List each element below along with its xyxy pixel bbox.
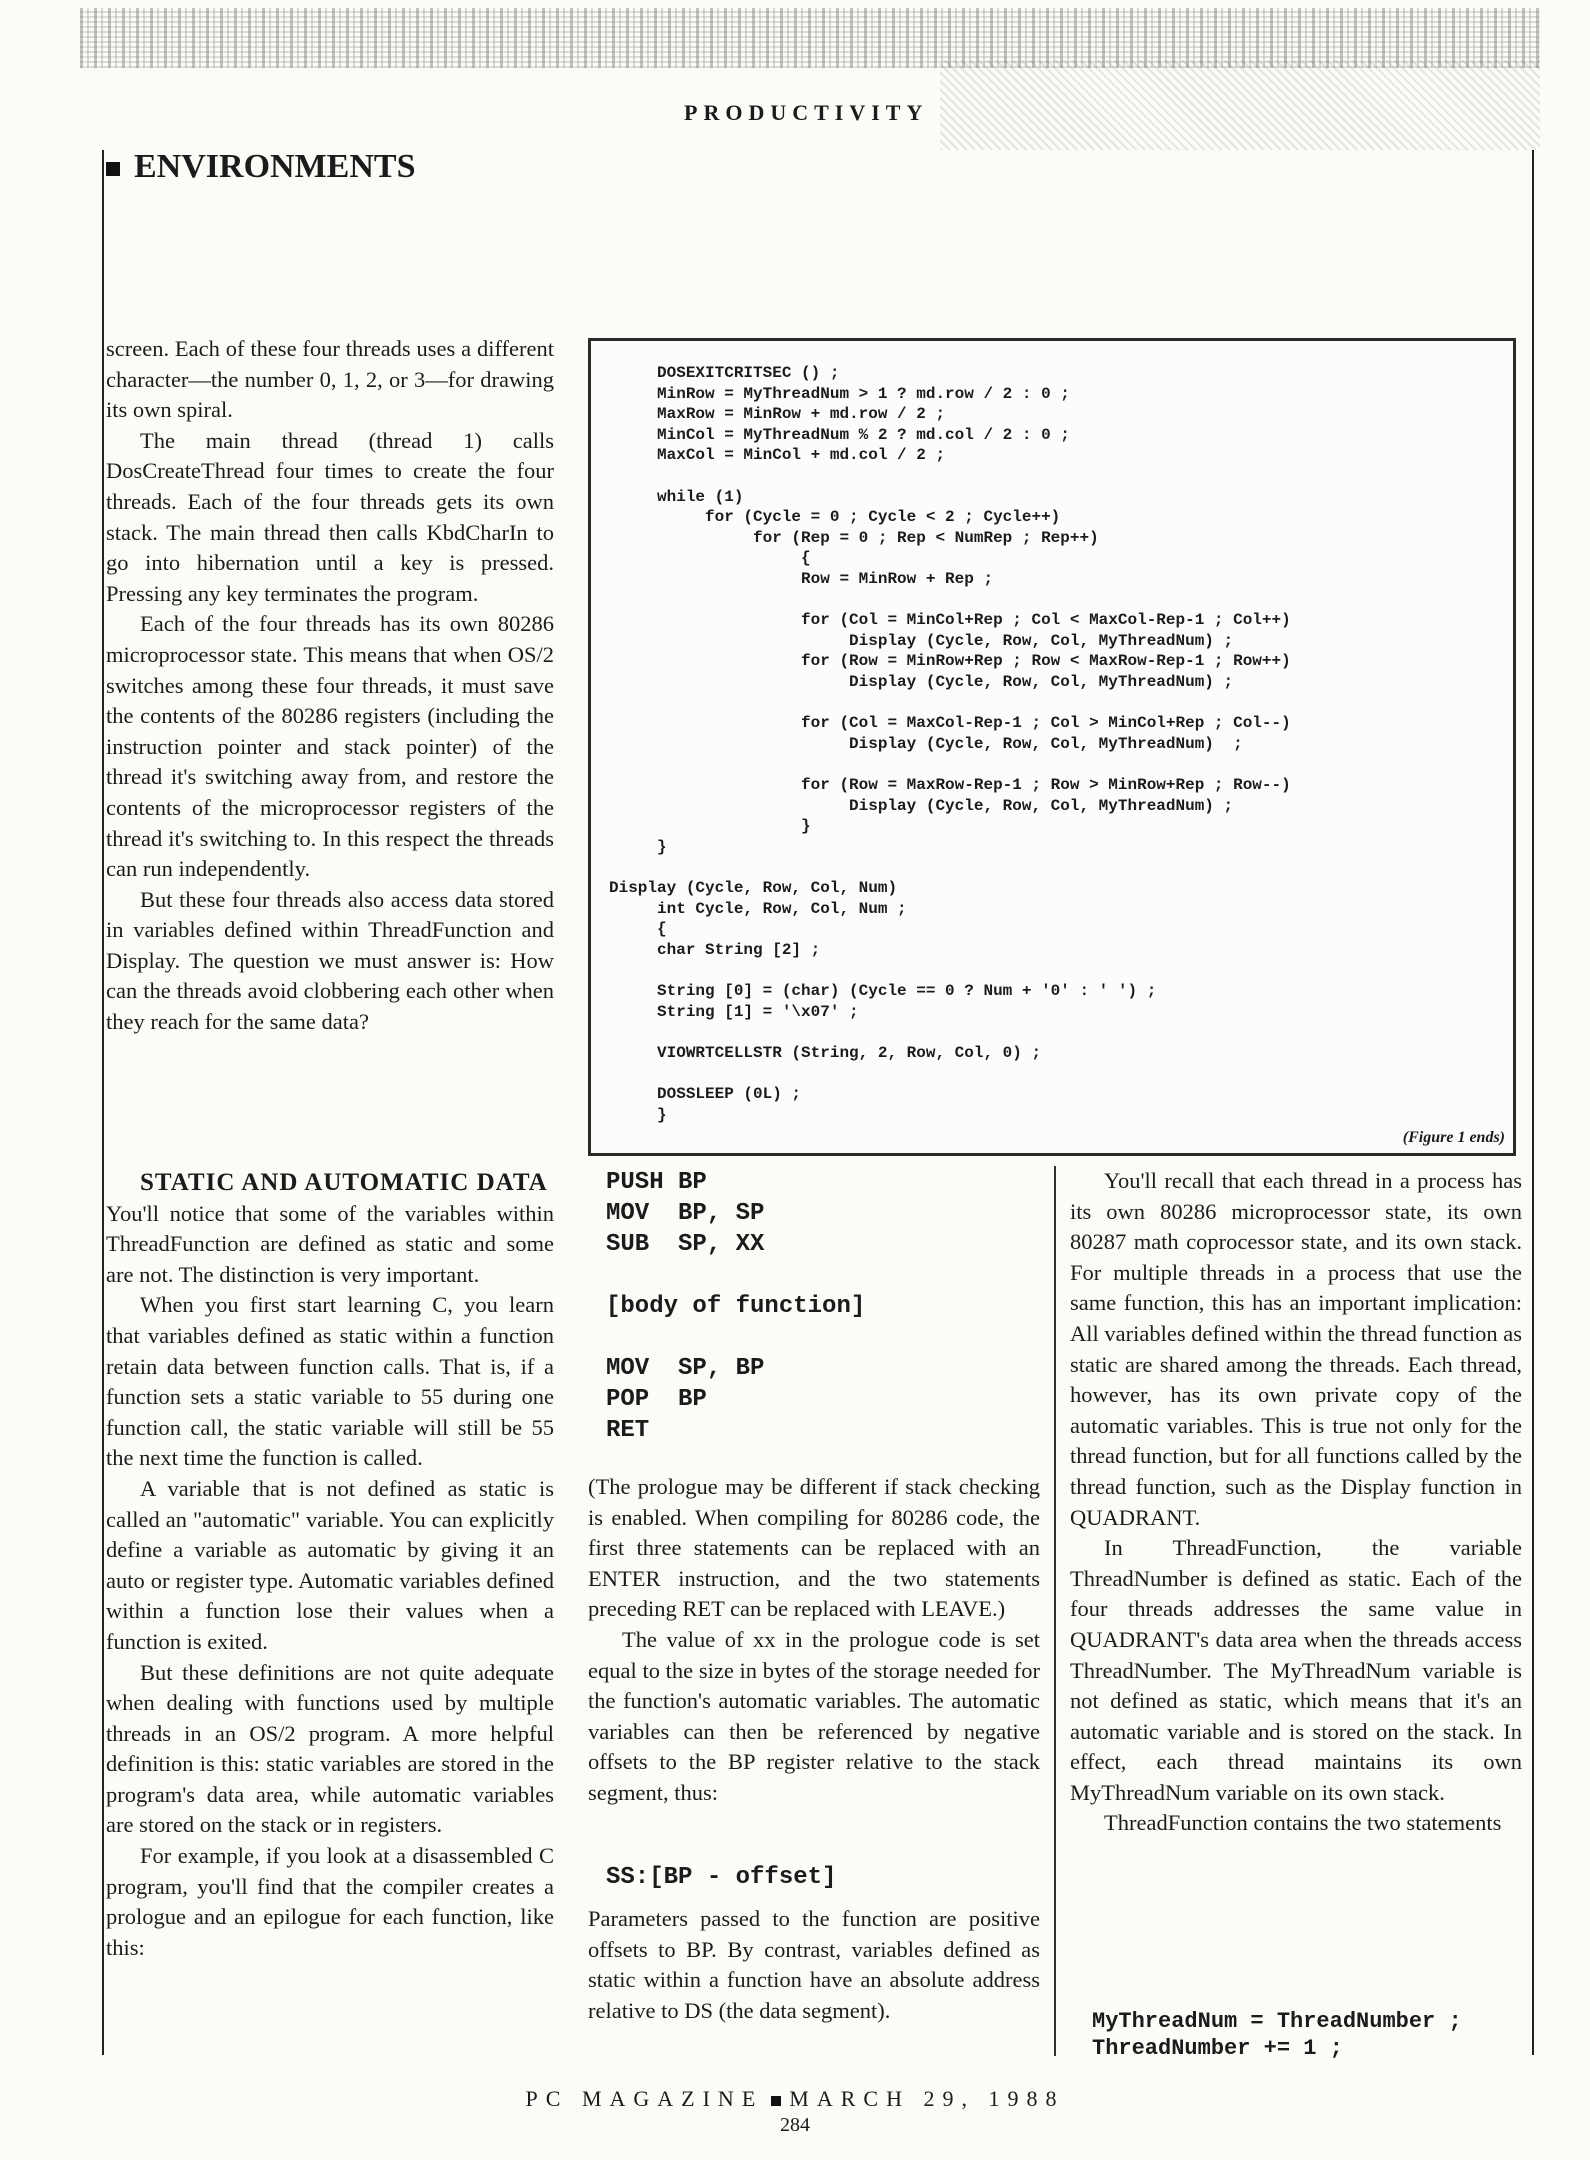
paragraph: (The prologue may be different if stack checking is enabled. When compiling for 80286 code, the first three statements can be replaced with an ENTER instruction, and the two statements preceding RET can be replaced with LEAVE.) [588,1474,1040,1622]
column-3 [1070,1166,1522,1839]
code-line: for (Row = MinRow+Rep ; Row < MaxRow-Rep-1 ; Row++) [609,652,1291,671]
right-rule [1532,150,1534,2055]
bullet-square-icon [771,2096,781,2106]
magazine-name: PC MAGAZINE [525,2086,764,2111]
column-1-bottom [106,1168,554,1963]
code-line: Display (Cycle, Row, Col, Num) [609,879,898,897]
column-2-tail [588,1904,1040,2026]
code-line: MaxCol = MinCol + md.col / 2 ; [609,446,946,465]
code-line: } [609,1105,667,1124]
code-line: DOSSLEEP (0L) ; [609,1085,802,1103]
page-number: 284 [780,2114,810,2136]
code-line: VIOWRTCELLSTR (String, 2, Row, Col, 0) ; [609,1043,1042,1062]
paragraph: You'll notice that some of the variables within ThreadFunction are defined as static and some are not. The distinction is very important. [106,1200,554,1287]
code-line: } [609,837,667,856]
code-line: String [1] = '\x07' ; [609,1002,859,1021]
column-divider [1054,1166,1056,2056]
assembly-prologue-code: PUSH BP MOV BP, SP SUB SP, XX [body of function] MOV SP, BP POP BP RET [606,1169,866,1444]
code-line: Display (Cycle, Row, Col, MyThreadNum) ; [609,796,1234,815]
code-line: Display (Cycle, Row, Col, MyThreadNum) ; [609,673,1234,691]
code-line: MinRow = MyThreadNum > 1 ? md.row / 2 : 0 ; [609,384,1070,403]
code-line: { [609,920,667,939]
stack-segment-code: SS:[BP - offset] [606,1864,837,1891]
subheading: STATIC AND AUTOMATIC DATA [140,1169,548,1196]
code-line: Row = MinRow + Rep ; [609,570,994,588]
code-line: MinCol = MyThreadNum % 2 ? md.col / 2 : 0 ; [609,425,1070,444]
code-line: DOSEXITCRITSEC () ; [609,364,840,382]
code-line: Display (Cycle, Row, Col, MyThreadNum) ; [609,734,1243,753]
paragraph: But these four threads also access data stored in variables defined within ThreadFunction and Display. The question we must answer is: How can the threads avoid clobbering each other when they reach for the same data? [106,886,554,1035]
footer [0,2086,1590,2112]
code-line: } [609,817,811,836]
code-line: char String [2] ; [609,940,821,959]
paragraph: In ThreadFunction, the variable ThreadNumber is defined as static. Each of the four threads addresses the same value in QUADRANT's data area when the threads access ThreadNumber. The MyThreadNum variable is not defined as static, which means that it's an automatic variable and is stored on the stack. In effect, each thread maintains its own MyThreadNum variable on its own stack. [1070,1535,1522,1805]
code-line: String [0] = (char) (Cycle == 0 ? Num + '0' : ' ') ; [609,982,1157,1000]
section-label: PRODUCTIVITY [684,100,929,125]
paragraph: ThreadFunction contains the two statements [1104,1810,1502,1836]
paragraph: screen. Each of these four threads uses a different character—the number 0, 1, 2, or 3—for drawing its own spiral. [106,336,554,423]
paragraph: A variable that is not defined as static is called an "automatic" variable. You can explicitly define a variable as automatic by giving it an auto or register type. Automatic variables defined within a function lose their values when a function is exited. [106,1475,554,1654]
issue-date: MARCH 29, 1988 [789,2086,1065,2111]
code-line: for (Col = MinCol+Rep ; Col < MaxCol-Rep-1 ; Col++) [609,611,1291,630]
left-rule [102,150,104,2055]
bullet-square-icon [106,162,120,176]
code-line: for (Col = MaxCol-Rep-1 ; Col > MinCol+Rep ; Col--) [609,714,1291,733]
paragraph: But these definitions are not quite adequate when dealing with functions used by multiple threads in an OS/2 program. A more helpful definition is this: static variables are stored in the program's data area, while automatic variables are stored on the stack or in registers. [106,1659,554,1838]
paragraph: When you first start learning C, you learn that variables defined as static within a function retain data between function calls. That is, if a function sets a static variable to 55 during one function call, the static variable will still be 55 the next time the function is called. [106,1292,554,1471]
code-line: MaxRow = MinRow + md.row / 2 ; [609,405,946,424]
paragraph: The value of xx in the prologue code is set equal to the size in bytes of the storage needed for the function's automatic variables. The automatic variables can then be referenced by negative offsets to the BP register relative to the stack segment, thus: [588,1626,1040,1805]
paragraph: You'll recall that each thread in a process has its own 80286 microprocessor state, its own 80287 math coprocessor state, and its own stack. For multiple threads in a process that use the same function, this has an important implication: All variables defined within the thread function as static are shared among the threads. Each thread, however, has its own private copy of the automatic variables. This is true not only for the thread function, but for all functions called by the thread function, such as the Display function in QUADRANT. [1070,1168,1522,1530]
scan-noise-band [940,60,1540,150]
thread-number-code: MyThreadNum = ThreadNumber ; ThreadNumber += 1 ; [1092,2009,1462,2061]
column-1-top [106,334,554,1038]
figure-1-code-listing [588,338,1516,1156]
code-line: for (Row = MaxRow-Rep-1 ; Row > MinRow+Rep ; Row--) [609,776,1291,794]
figure-caption: (Figure 1 ends) [1402,1129,1505,1146]
page-heading [106,148,415,186]
code-line: Display (Cycle, Row, Col, MyThreadNum) ; [609,631,1234,650]
code-line: while (1) [609,487,744,506]
paragraph: Parameters passed to the function are positive offsets to BP. By contrast, variables defined as static within a function have an absolute address relative to DS (the data segment). [588,1906,1040,2023]
code-line: { [609,549,811,568]
code-line: int Cycle, Row, Col, Num ; [609,899,907,918]
paragraph: The main thread (thread 1) calls DosCreateThread four times to create the four threads. Each of the four threads gets its own stack. The main thread then calls KbdCharIn to go into hibernation until a key is pressed. Pressing any key terminates the program. [106,427,554,606]
heading-text: ENVIRONMENTS [134,148,416,185]
scan-noise-band [80,8,1540,68]
code-line: for (Rep = 0 ; Rep < NumRep ; Rep++) [609,528,1099,547]
paragraph: Each of the four threads has its own 80286 microprocessor state. This means that when OS/2 switches among these four threads, it must save the contents of the 80286 registers (including the instruction pointer and stack pointer) of the thread it's switching away from, and restore the contents of the microprocessor registers of the thread it's switching to. In this respect the threads can run independently. [106,611,554,882]
column-2 [588,1472,1040,1809]
paragraph: For example, if you look at a disassembled C program, you'll find that the compiler creates a prologue and an epilogue for each function, like this: [106,1843,554,1960]
code-line: for (Cycle = 0 ; Cycle < 2 ; Cycle++) [609,508,1061,527]
